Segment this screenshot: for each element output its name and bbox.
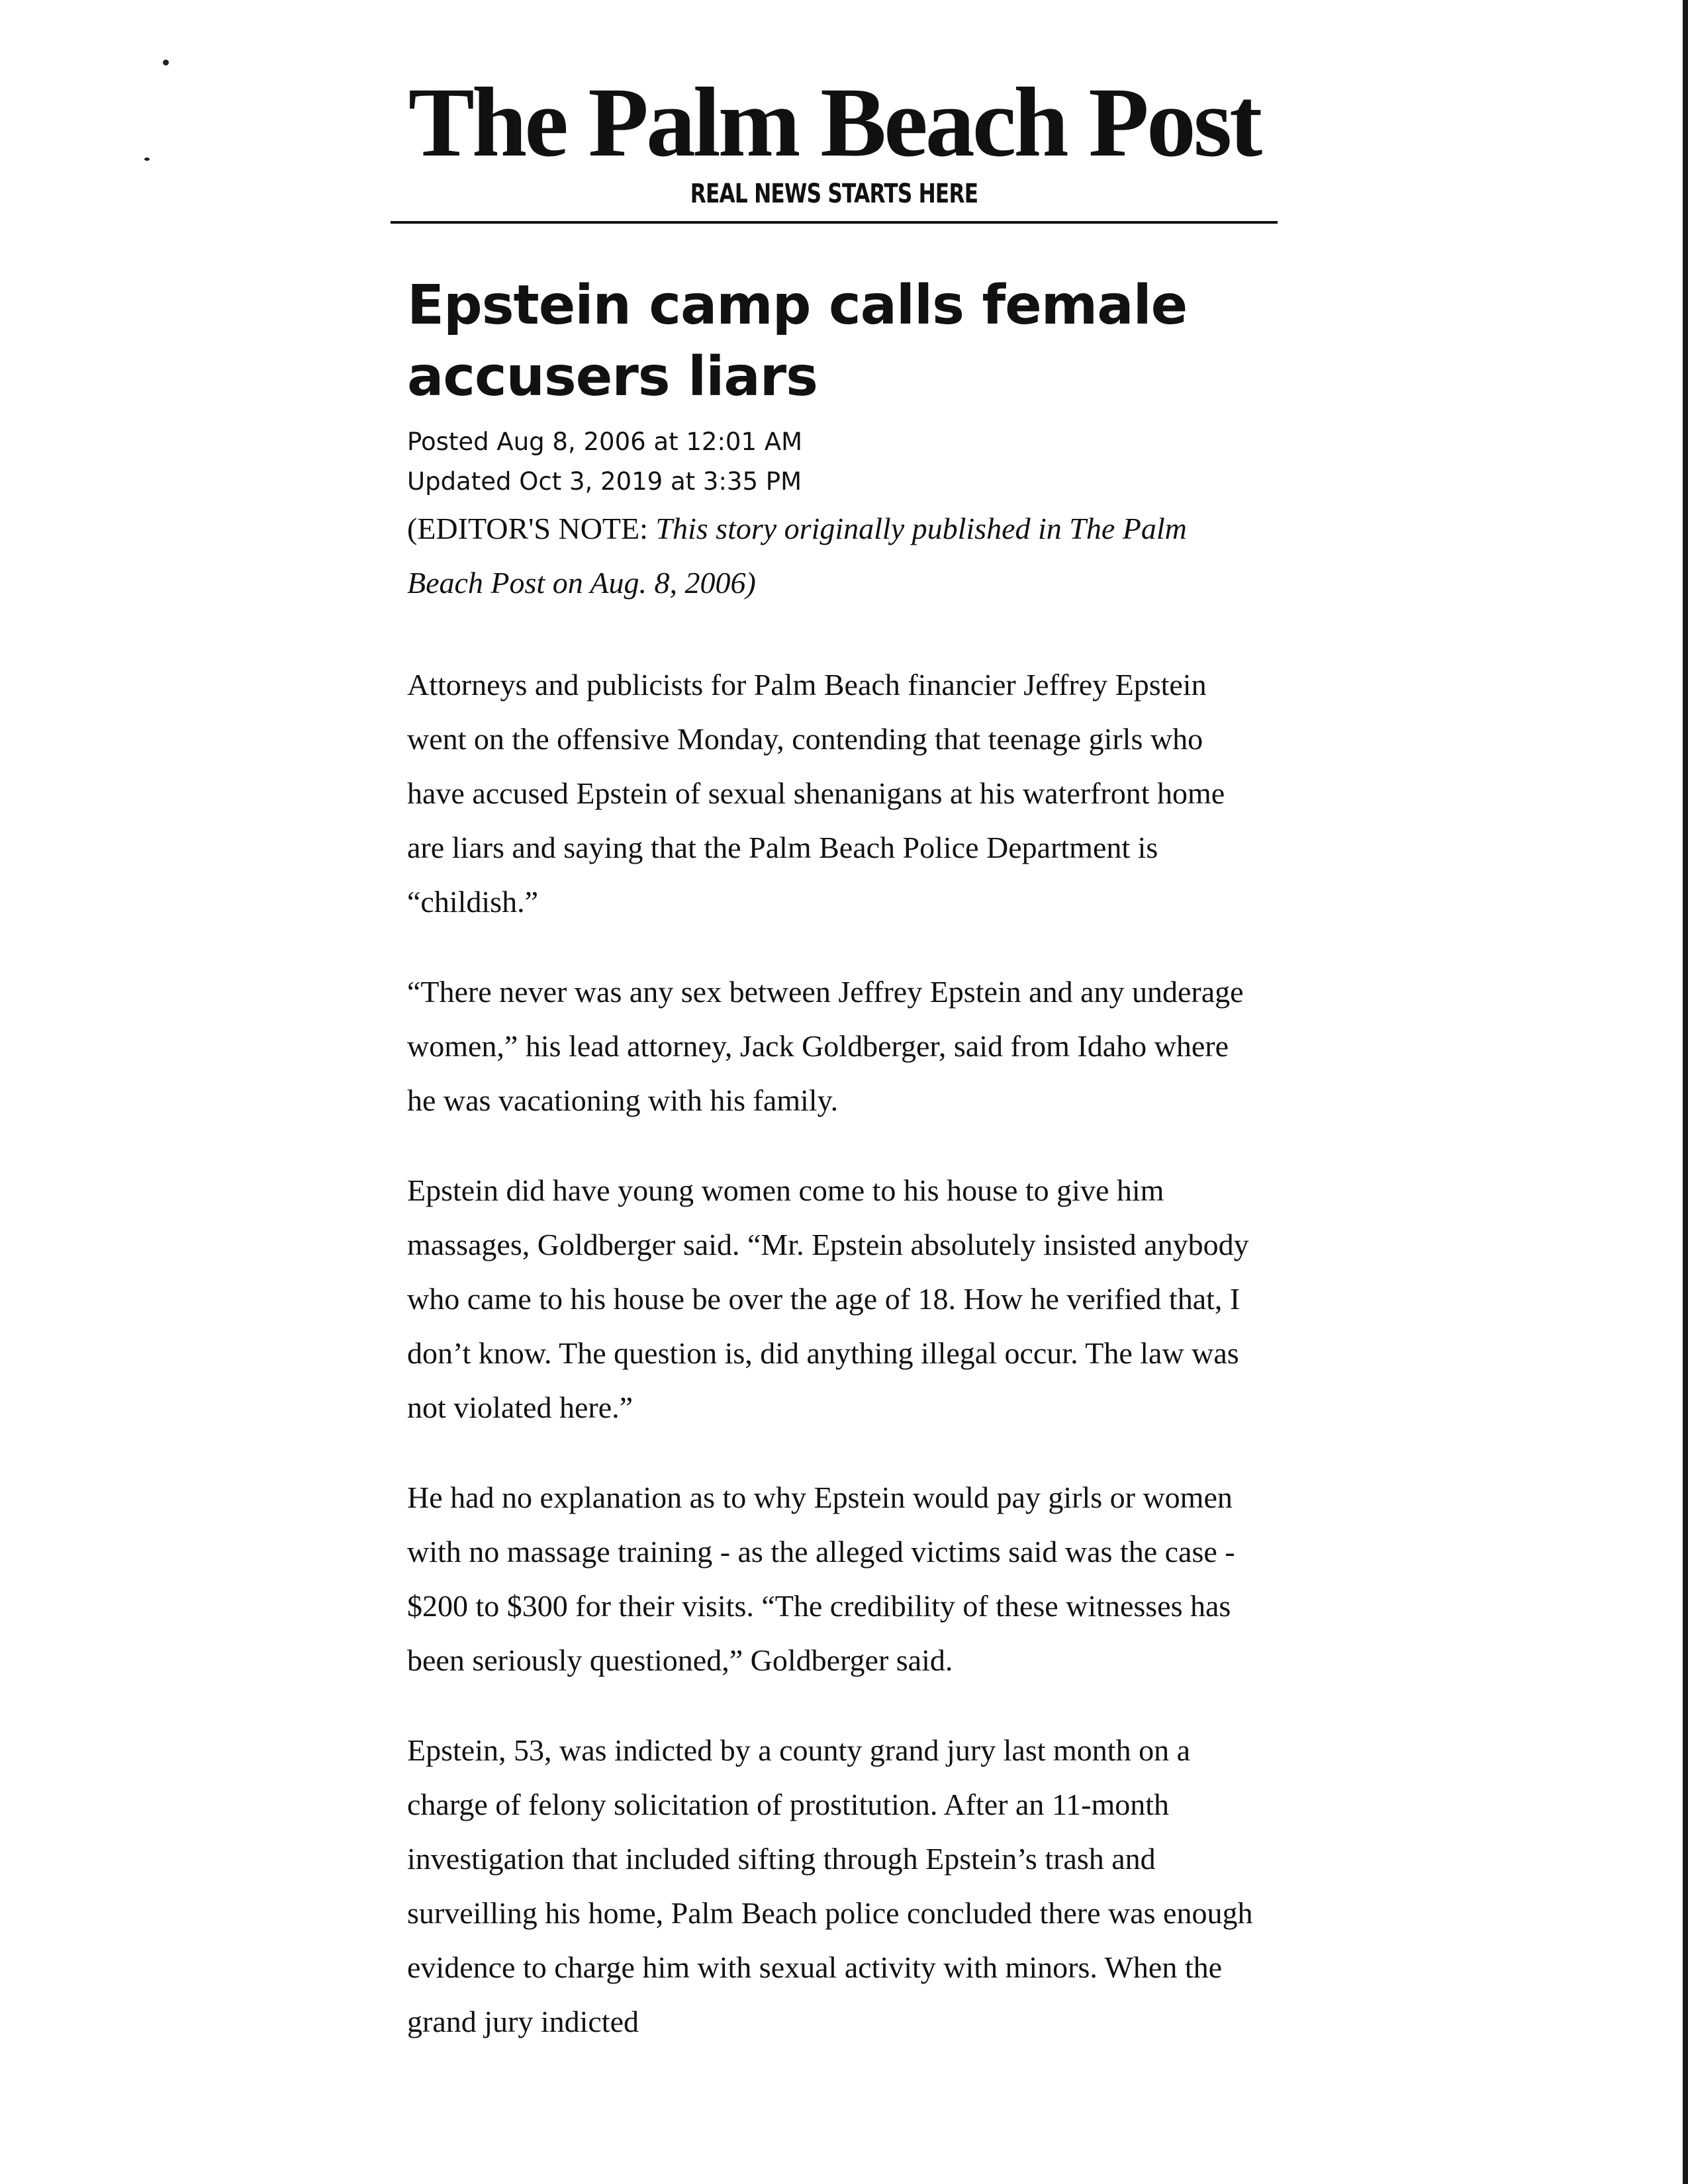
scan-speck bbox=[163, 60, 169, 66]
masthead-divider bbox=[391, 221, 1278, 224]
masthead-title: The Palm Beach Post bbox=[408, 68, 1260, 177]
article-dates bbox=[407, 422, 1261, 502]
masthead-tagline: REAL NEWS STARTS HERE bbox=[690, 179, 978, 209]
editor-note-label: (EDITOR'S NOTE: bbox=[407, 512, 648, 545]
article-paragraph: He had no explanation as to why Epstein would pay girls or women with no massage training - as the alleged victims said was the case - $200 to $300 for their visits. “The credibility of these witnesses has been seriously questioned,” Goldberger said. bbox=[407, 1480, 1235, 1677]
editor-note-text: This story originally published in The Palm Beach Post on Aug. 8, 2006) bbox=[407, 512, 1187, 600]
editor-note bbox=[407, 502, 1261, 610]
posted-date: Posted Aug 8, 2006 at 12:01 AM bbox=[407, 428, 802, 456]
article bbox=[407, 270, 1261, 2085]
article-paragraph: Attorneys and publicists for Palm Beach financier Jeffrey Epstein went on the offensive Monday, contending that teenage girls who have accused Epstein of sexual shenanigans at his waterfront home are liars and saying that the Palm Beach Police Department is “childish.” bbox=[407, 668, 1225, 919]
masthead bbox=[391, 66, 1278, 210]
article-headline: Epstein camp calls female accusers liars bbox=[407, 274, 1188, 408]
article-paragraph: Epstein did have young women come to his house to give him massages, Goldberger said. “Mr. Epstein absolutely insisted anybody who came to his house be over the age of 18. How he verified that, I don’t know. The question is, did anything illegal occur. The law was not violated here.” bbox=[407, 1173, 1249, 1424]
scan-edge bbox=[1683, 0, 1688, 2184]
scan-speck bbox=[144, 158, 150, 161]
updated-date: Updated Oct 3, 2019 at 3:35 PM bbox=[407, 467, 802, 496]
article-paragraph: Epstein, 53, was indicted by a county grand jury last month on a charge of felony solicitation of prostitution. After an 11-month investigation that included sifting through Epstein’s trash and surveilling his home, Palm Beach police concluded there was enough evidence to charge him with sexual activity with minors. When the grand jury indicted bbox=[407, 1733, 1253, 2038]
article-paragraph: “There never was any sex between Jeffrey Epstein and any underage women,” his lead attorney, Jack Goldberger, said from Idaho where he was vacationing with his family. bbox=[407, 975, 1244, 1117]
